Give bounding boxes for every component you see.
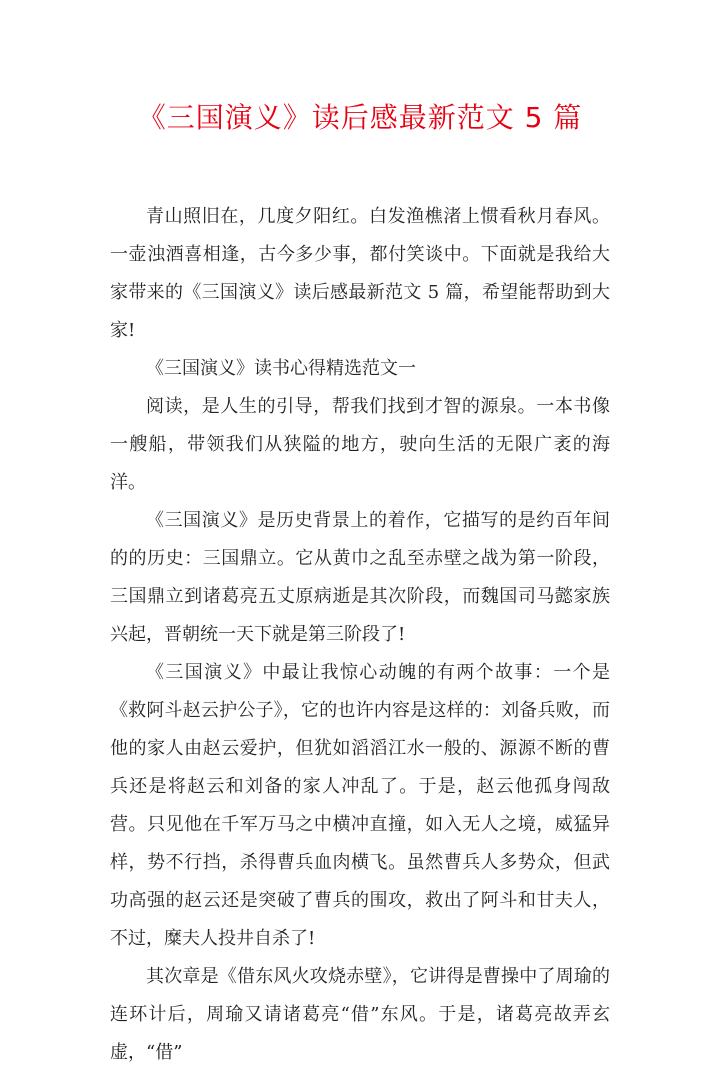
- intro-paragraph: 青山照旧在，几度夕阳红。白发渔樵渚上惯看秋月春风。一壶浊酒喜相逢，古今多少事，都付笑谈中。下面就是我给大家带来的《三国演义》读后感最新范文 5 篇，希望能帮助到大家!: [110, 206, 610, 341]
- document-body: [110, 198, 610, 1072]
- body-paragraph: 其次章是《借东风火攻烧赤壁》，它讲得是曹操中了周瑜的连环计后，周瑜又请诸葛亮“借”东风。于是，诸葛亮故弄玄虚，“借”: [110, 966, 610, 1063]
- body-paragraph: 阅读，是人生的引导，帮我们找到才智的源泉。一本书像一艘船，带领我们从狭隘的地方，驶向生活的无限广袤的海洋。: [110, 396, 610, 493]
- document-title: 《三国演义》读后感最新范文 5 篇: [137, 101, 583, 134]
- body-paragraph: 《三国演义》中最让我惊心动魄的有两个故事：一个是《救阿斗赵云护公子》，它的也许内容是这样的：刘备兵败，而他的家人由赵云爱护，但犹如滔滔江水一般的、源源不断的曹兵还是将赵云和刘备的家人冲乱了。于是，赵云他孤身闯敌营。只见他在千军万马之中横冲直撞，如入无人之境，威猛异样，势不行挡，杀得曹兵血肉横飞。虽然曹兵人多势众，但武功高强的赵云还是突破了曹兵的围攻，救出了阿斗和甘夫人，不过，糜夫人投井自杀了!: [110, 662, 610, 949]
- body-paragraph: 《三国演义》是历史背景上的着作，它描写的是约百年间的的历史：三国鼎立。它从黄巾之乱至赤壁之战为第一阶段，三国鼎立到诸葛亮五丈原病逝是其次阶段，而魏国司马懿家族兴起，晋朝统一天下就是第三阶段了!: [110, 510, 610, 645]
- section-heading: 《三国演义》读书心得精选范文一: [146, 358, 416, 379]
